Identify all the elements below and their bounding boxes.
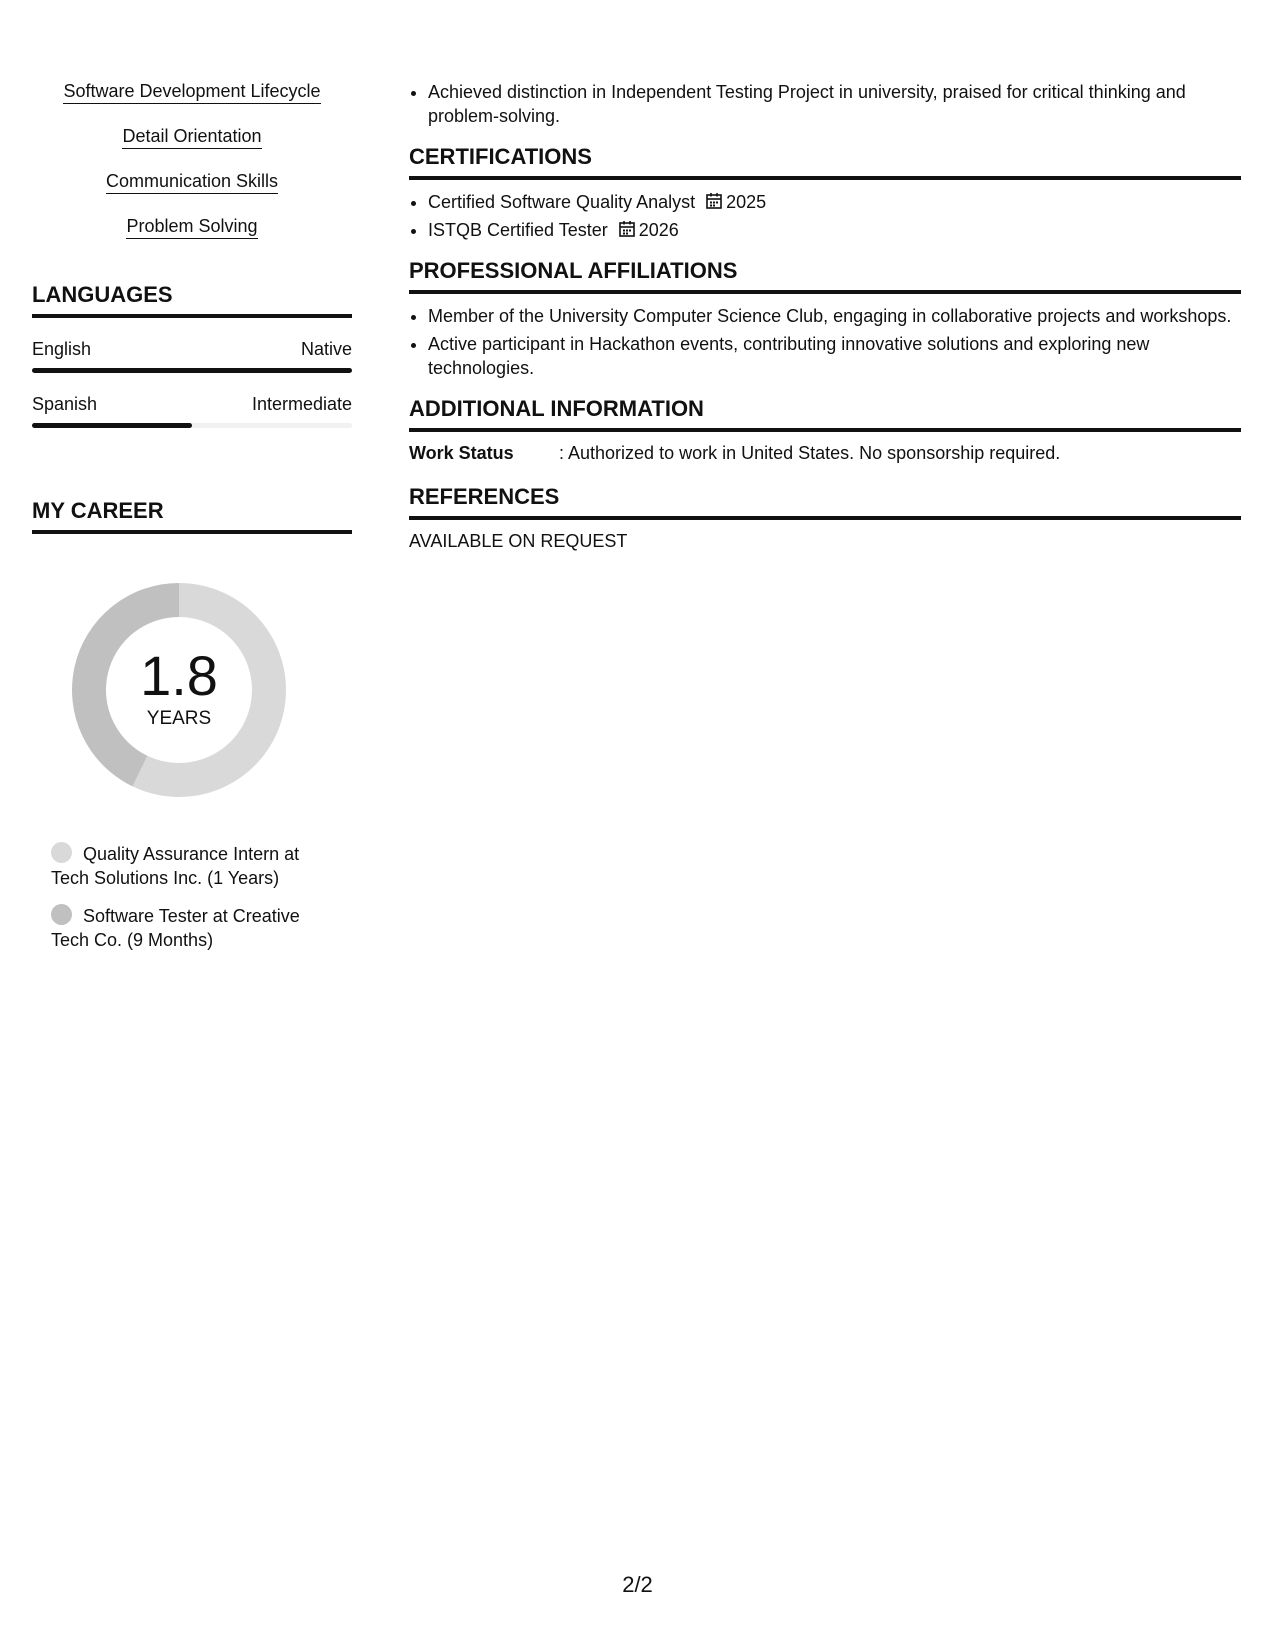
additional-info-heading: ADDITIONAL INFORMATION bbox=[409, 396, 1241, 432]
career-legend-item bbox=[51, 904, 321, 952]
career-years-label: YEARS bbox=[146, 708, 212, 729]
career-role-label: Quality Assurance Intern at Tech Solutions Inc. (1 Years) bbox=[51, 844, 300, 888]
language-level: Native bbox=[300, 339, 352, 359]
languages-heading: LANGUAGES bbox=[32, 282, 352, 318]
certification-item bbox=[428, 218, 1241, 242]
language-item bbox=[32, 338, 352, 373]
certifications-heading: CERTIFICATIONS bbox=[409, 144, 1241, 180]
work-status-row bbox=[409, 442, 1241, 464]
languages-section bbox=[32, 282, 352, 428]
skill-tag: Detail Orientation bbox=[122, 125, 261, 149]
affiliations-section bbox=[409, 258, 1241, 380]
references-section bbox=[409, 484, 1241, 552]
page-number: 2/2 bbox=[622, 1572, 653, 1597]
skill-tag: Software Development Lifecycle bbox=[63, 80, 320, 104]
affiliation-item: • Member of the University Computer Science Club, engaging in collaborative projects and workshops. bbox=[428, 304, 1241, 328]
language-proficiency-bar bbox=[32, 368, 352, 373]
career-legend bbox=[32, 842, 321, 952]
calendar-icon bbox=[705, 192, 723, 210]
certifications-list bbox=[409, 190, 1241, 242]
affiliation-item: • Active participant in Hackathon events, contributing innovative solutions and exploring new technologies. bbox=[428, 332, 1241, 380]
certification-name: Certified Software Quality Analyst bbox=[428, 192, 696, 212]
language-level: Intermediate bbox=[251, 394, 352, 414]
career-heading: MY CAREER bbox=[32, 498, 352, 534]
skills-list bbox=[32, 80, 352, 260]
language-proficiency-fill bbox=[32, 368, 352, 373]
career-total-years: 1.8 bbox=[140, 644, 218, 707]
certifications-section bbox=[409, 144, 1241, 242]
achievements-list bbox=[409, 80, 1241, 128]
career-donut-chart bbox=[63, 574, 295, 806]
skill-tag: Communication Skills bbox=[106, 170, 278, 194]
work-status-value: : Authorized to work in United States. No sponsorship required. bbox=[559, 443, 1061, 463]
career-section bbox=[32, 498, 352, 952]
additional-info-section bbox=[409, 396, 1241, 464]
career-legend-item bbox=[51, 842, 321, 890]
career-role-label: Software Tester at Creative Tech Co. (9 Months) bbox=[51, 906, 300, 950]
language-name: Spanish bbox=[32, 394, 98, 414]
legend-dot bbox=[51, 842, 72, 863]
legend-dot bbox=[51, 904, 72, 925]
achievement-item: • Achieved distinction in Independent Testing Project in university, praised for critical thinking and problem-solving. bbox=[428, 80, 1241, 128]
left-column bbox=[32, 80, 352, 966]
certification-year: 2026 bbox=[638, 220, 679, 240]
certification-year: 2025 bbox=[726, 192, 767, 212]
affiliations-list bbox=[409, 304, 1241, 380]
affiliations-heading: PROFESSIONAL AFFILIATIONS bbox=[409, 258, 1241, 294]
work-status-key: Work Status bbox=[409, 443, 514, 463]
calendar-icon bbox=[618, 220, 636, 238]
certification-item bbox=[428, 190, 1241, 214]
language-proficiency-fill bbox=[32, 423, 192, 428]
references-text: AVAILABLE ON REQUEST bbox=[409, 531, 628, 551]
language-proficiency-bar bbox=[32, 423, 352, 428]
language-item bbox=[32, 393, 352, 428]
language-name: English bbox=[32, 339, 92, 359]
certification-name: ISTQB Certified Tester bbox=[428, 220, 608, 240]
references-heading: REFERENCES bbox=[409, 484, 1241, 520]
right-column bbox=[409, 80, 1241, 552]
skill-tag: Problem Solving bbox=[126, 215, 257, 239]
